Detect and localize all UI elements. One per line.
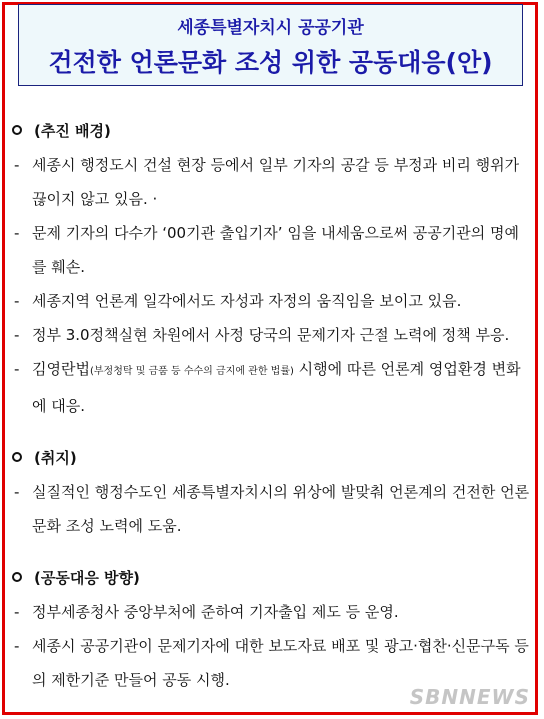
circle-bullet-icon [12,125,22,135]
page-title: 건전한 언론문화 조성 위한 공동대응(안) [48,48,493,77]
section-heading-text: (추진 배경) [34,122,111,140]
list-item: - 실질적인 행정수도인 세종특별자치시의 위상에 발맞춰 언론계의 건전한 언론문화 조성 노력에 도움. [14,483,530,535]
list-item: - 세종시 공공기관이 문제기자에 대한 보도자료 배포 및 광고·협찬·신문구독 등의 제한기준 만들어 공동 시행. [14,637,529,689]
title-subheading: 세종특별자치시 공공기관 [177,18,364,38]
section-heading-text: (공동대응 방향) [34,569,140,587]
section-heading-purpose [12,445,532,475]
list-item: - 세종지역 언론계 일각에서도 자성과 자정의 움직임을 보이고 있음. [14,292,462,310]
document-body [12,118,532,697]
section-heading-background [12,118,532,148]
list-item: - 문제 기자의 다수가 ‘00기관 출입기자’ 임을 내세움으로써 공공기관의 명예를 훼손. [14,224,519,276]
list-item: - 정부 3.0정책실현 차원에서 사정 당국의 문제기자 근절 노력에 정책 부응. [14,326,510,344]
circle-bullet-icon [12,572,22,582]
section-heading-text: (취지) [34,449,77,467]
list-item: - 세종시 행정도시 건설 현장 등에서 일부 기자의 공갈 등 부정과 비리 행위가 끊이지 않고 있음. · [14,156,520,208]
circle-bullet-icon [12,452,22,462]
section-heading-direction [12,565,532,595]
watermark-logo: SBNNEWS [409,685,530,709]
list-item: - 정부세종청사 중앙부처에 준하여 기자출입 제도 등 운영. [14,603,399,621]
title-box [18,4,523,86]
list-item: - 김영란법(부정청탁 및 금품 등 수수의 금지에 관한 법률) 시행에 따른 언론계 영업환경 변화에 대응. [14,360,521,415]
